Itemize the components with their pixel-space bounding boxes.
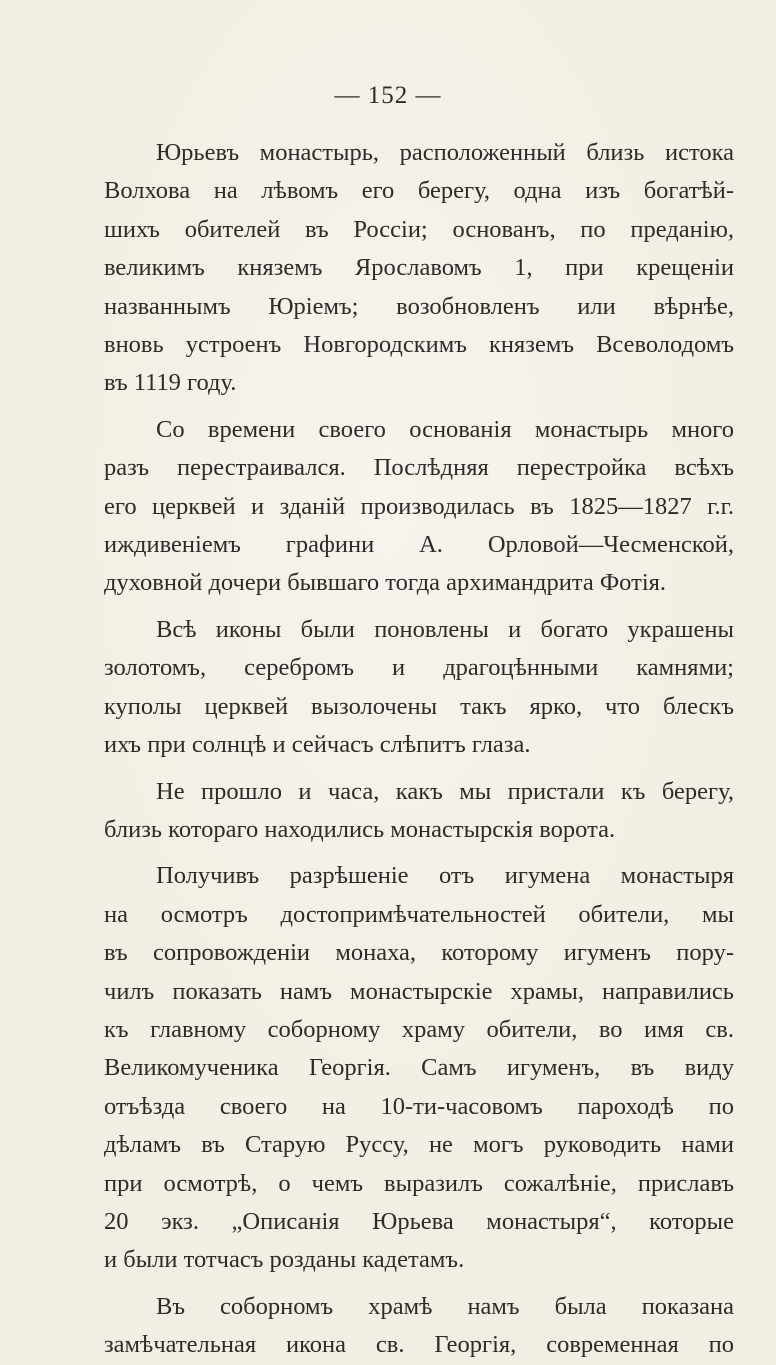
paragraph [104,134,734,403]
text-line: Юрьевъ монастырь, расположенный близь истока [156,139,734,166]
text-line: духовной дочери бывшаго тогда архимандрита Фотія. [104,569,667,597]
text-line: отъѣзда своего на 10-ти-часовомъ пароходѣ по [104,1092,734,1120]
text-line: на осмотръ достопримѣчательностей обители, мы [104,900,734,928]
text-line: куполы церквей вызолочены такъ ярко, что блескъ [104,692,734,720]
text-line: при осмотрѣ, о чемъ выразилъ сожалѣніе, приславъ [104,1169,734,1197]
text-line: близь котораго находились монастырскія ворота. [104,815,616,843]
page-number: — 152 — [334,82,442,109]
text-line: ихъ при солнцѣ и сейчасъ слѣпитъ глаза. [104,731,531,759]
paragraph [104,1288,734,1365]
text-line: Всѣ иконы были поновлены и богато украшены [156,615,734,643]
paragraph [104,611,734,765]
text-line: замѣчательная икона св. Георгія, современная по [104,1331,734,1359]
paragraph [104,411,734,603]
text-line: въ 1119 году. [104,369,237,397]
text-line: чилъ показать намъ монастырскіе храмы, направились [104,977,734,1005]
text-line: и были тотчасъ розданы кадетамъ. [104,1246,465,1274]
text-line: разъ перестраивался. Послѣдняя перестройка всѣхъ [104,454,734,482]
text-line: дѣламъ въ Старую Руссу, не могъ руководить нами [104,1131,734,1159]
paragraph [104,773,734,850]
text-line: золотомъ, серебромъ и драгоцѣнными камнями; [104,654,734,682]
text-line: названнымъ Юріемъ; возобновленъ или вѣрнѣе, [104,292,734,320]
text-line: иждивеніемъ графини А. Орловой—Чесменской, [104,531,734,559]
text-line: Со времени своего основанія монастырь много [156,415,734,443]
text-line: шихъ обителей въ Россіи; основанъ, по преданію, [104,215,734,243]
text-line: великимъ княземъ Ярославомъ 1, при крещеніи [104,254,734,282]
text-line: 20 экз. „Описанія Юрьева монастыря“, которые [104,1207,734,1235]
text-line: Не прошло и часа, какъ мы пристали къ берегу, [156,777,734,805]
text-line: вновь устроенъ Новгородскимъ княземъ Всеволодомъ [104,331,734,359]
text-line: Волхова на лѣвомъ его берегу, одна изъ богатѣй- [104,177,734,205]
body-text [104,134,734,1365]
text-line: къ главному соборному храму обители, во имя св. [104,1015,734,1043]
text-line: въ сопровожденіи монаха, которому игуменъ пору- [104,939,734,967]
text-line: его церквей и зданій производилась въ 1825—1827 г.г. [104,492,734,520]
text-line: Въ соборномъ храмѣ намъ была показана [156,1292,734,1320]
text-line: Получивъ разрѣшеніе отъ игумена монастыря [156,862,734,890]
text-line: Великомученика Георгія. Самъ игуменъ, въ виду [104,1054,734,1082]
paragraph [104,857,734,1279]
